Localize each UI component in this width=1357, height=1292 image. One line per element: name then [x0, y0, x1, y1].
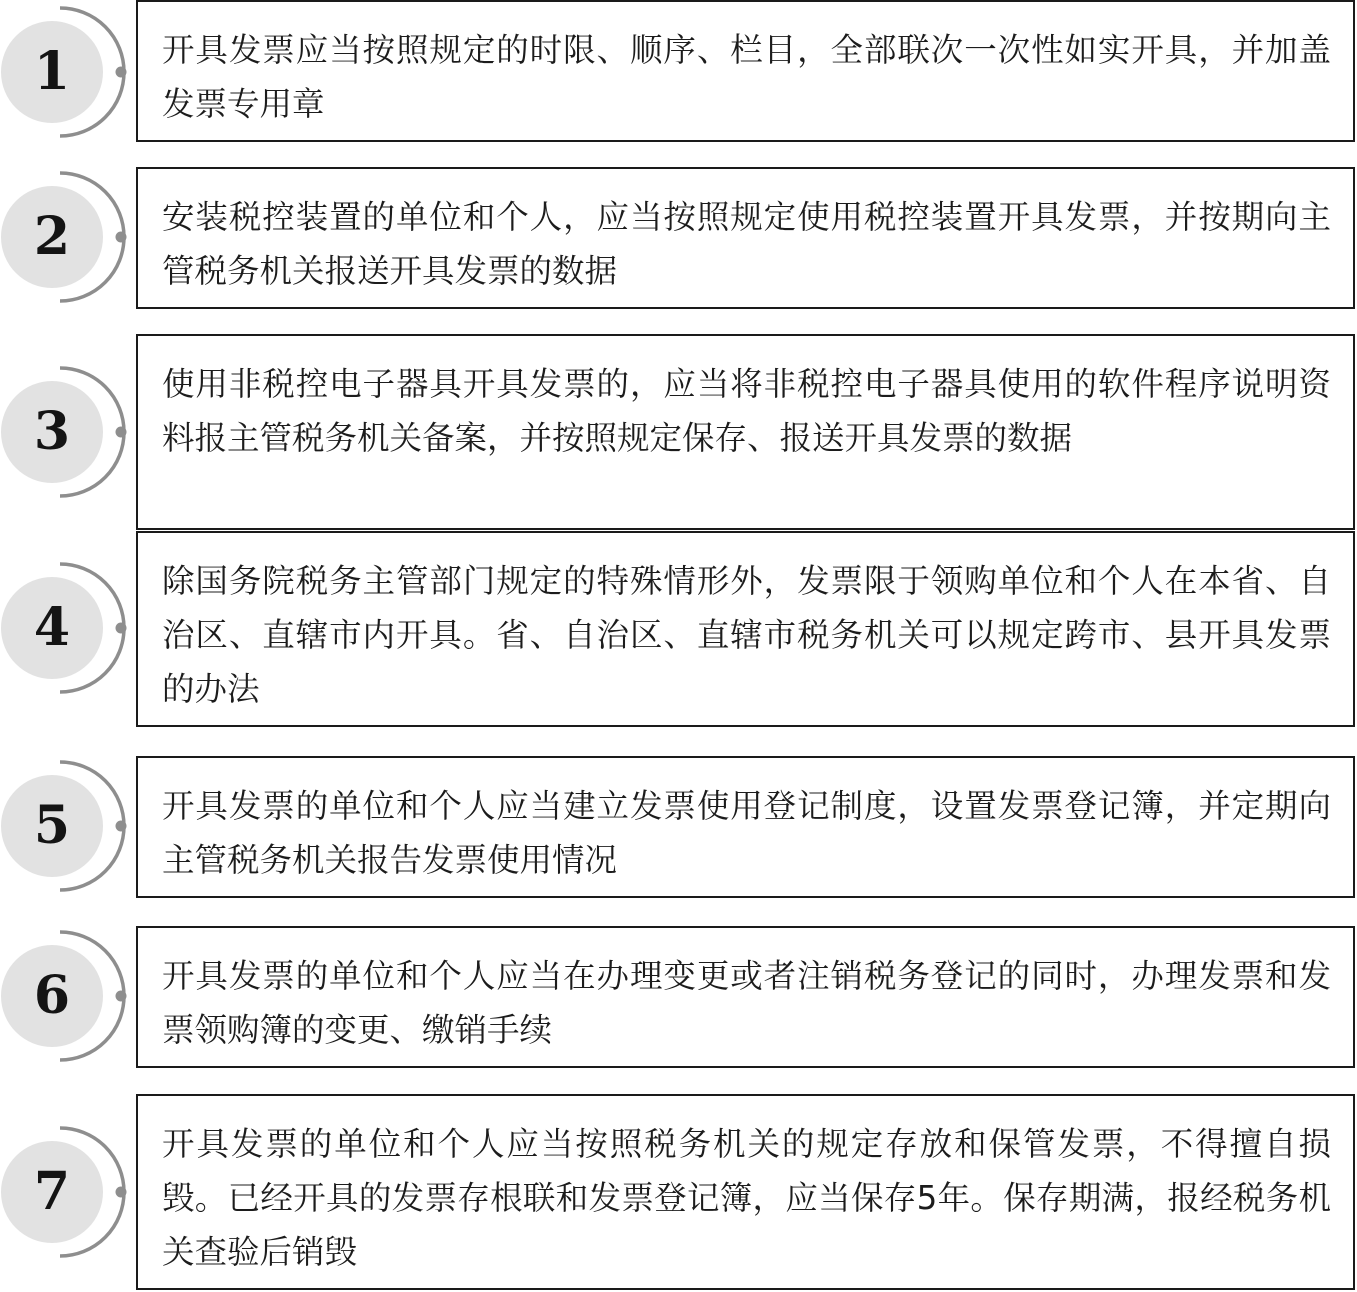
- step-badge: [0, 756, 135, 896]
- step-text-box: [136, 334, 1355, 530]
- step-badge: [0, 926, 135, 1066]
- step-text: 使用非税控电子器具开具发票的，应当将非税控电子器具使用的软件程序说明资料报主管税务机关备案，并按照规定保存、报送开具发票的数据: [162, 365, 1331, 457]
- step-badge: [0, 362, 135, 502]
- step-text-box: [136, 756, 1355, 898]
- step-text-box: [136, 1094, 1355, 1290]
- step-number: 3: [33, 401, 71, 462]
- step-number: 4: [33, 597, 71, 658]
- step-text: 除国务院税务主管部门规定的特殊情形外，发票限于领购单位和个人在本省、自治区、直辖市内开具。省、自治区、直辖市税务机关可以规定跨市、县开具发票的办法: [162, 562, 1331, 708]
- step-text: 安装税控装置的单位和个人，应当按照规定使用税控装置开具发票，并按期向主管税务机关报送开具发票的数据: [162, 198, 1331, 290]
- step-badge: [0, 2, 135, 142]
- step-text: 开具发票的单位和个人应当在办理变更或者注销税务登记的同时，办理发票和发票领购簿的变更、缴销手续: [162, 957, 1331, 1049]
- step-text-box: [136, 167, 1355, 309]
- step-number: 6: [33, 965, 71, 1026]
- step-number: 5: [33, 795, 71, 856]
- step-text: 开具发票应当按照规定的时限、顺序、栏目，全部联次一次性如实开具，并加盖发票专用章: [162, 31, 1331, 123]
- step-text-box: [136, 531, 1355, 727]
- step-text: 开具发票的单位和个人应当建立发票使用登记制度，设置发票登记簿，并定期向主管税务机关报告发票使用情况: [162, 787, 1331, 879]
- step-badge: [0, 1122, 135, 1262]
- step-number: 1: [33, 41, 71, 102]
- step-number: 2: [33, 206, 71, 267]
- step-text-box: [136, 926, 1355, 1068]
- step-text-box: [136, 0, 1355, 142]
- step-badge: [0, 167, 135, 307]
- step-number: 7: [33, 1161, 71, 1222]
- step-text: 开具发票的单位和个人应当按照税务机关的规定存放和保管发票，不得擅自损毁。已经开具的发票存根联和发票登记簿，应当保存5年。保存期满，报经税务机关查验后销毁: [162, 1125, 1331, 1271]
- step-badge: [0, 558, 135, 698]
